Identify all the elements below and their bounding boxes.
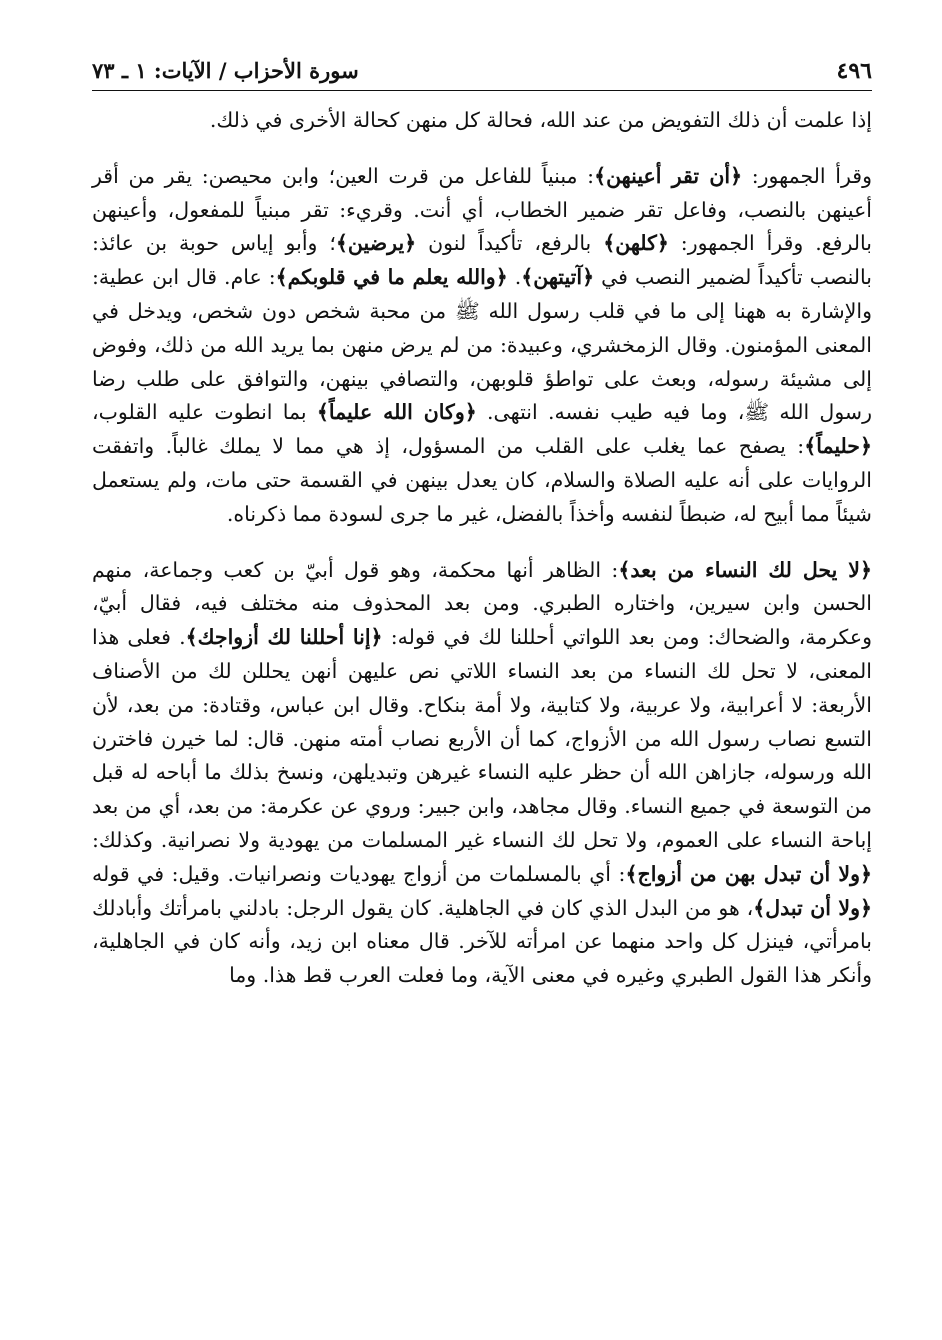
paragraph: [92, 104, 872, 138]
text-run: ؛ وأبو إياس حوبة بن عائذ: بالنصب تأكيداً لضمير النصب في: [92, 231, 872, 290]
text-run: : عام. قال ابن عطية: والإشارة به ههنا إلى ما في قلب رسول الله ﷺ من محبة شخص دون شخص، ويدخل في المعنى المؤمنون. وقال الزمخشري، وعبيدة: من لم يرض منهن بما يريد الله من ذلك، وفوض إلى مشيئة رسوله، وبعث على تواطؤ قلوبهن، والتصافي بينهن، والتوافق على طلب رضا رسول الله ﷺ، وما فيه طيب نفسه. انتهى.: [92, 265, 872, 425]
text-run: : الظاهر أنها محكمة، وهو قول أبيّ بن كعب وجماعة، منهم الحسن وابن سيرين، واختاره الطبري. ومن بعد المحذوف منه مختلف فيه، فقال أبيّ، وعكرمة، والضحاك: ومن بعد اللواتي أحللنا لك في قوله:: [92, 557, 872, 650]
quran-quote: ﴿كلهن﴾: [603, 231, 669, 256]
quran-quote: ﴿ولا أن تبدل بهن من أزواج﴾: [625, 861, 872, 886]
quran-quote: ﴿إنا أحللنا لك أزواجك﴾: [185, 625, 383, 650]
quran-quote: ﴿وكان الله عليماً﴾: [316, 400, 477, 425]
page-header: [92, 56, 872, 91]
quran-quote: ﴿آتيتهن﴾: [521, 265, 595, 290]
text-run: .: [507, 265, 522, 290]
text-run: . فعلى هذا المعنى، لا تحل لك النساء من بعد النساء اللاتي نص عليهن أنهن يحللن لك من الأصناف الأربعة: لا أعرابية، ولا عربية، ولا كتابية، ولا أمة بنكاح. وقال ابن عباس، وقتادة: من بعد، لأن التسع نصاب رسول الله من الأزواج، كما أن الأربع نصاب أمته منهن. قال: لما خيرن فاخترن الله ورسوله، جازاهن الله أن حظر عليه النساء غيرهن وتبديلهن، ونسخ بذلك ما أباحه له قبل من التوسعة في جميع النساء. وقال مجاهد، وابن جبير: وروي عن عكرمة: من بعد، أي من بعد إباحة النساء على العموم، ولا تحل لك النساء غير المسلمات من يهودية ولا نصرانية. وكذلك:: [92, 625, 872, 852]
page-number: ٤٩٦: [836, 58, 872, 84]
text-run: بالرفع، تأكيداً لنون: [416, 231, 604, 256]
running-title: سورة الأحزاب / الآيات: ١ ـ ٧٣: [92, 58, 359, 83]
text-run: وقرأ الجمهور:: [742, 163, 872, 188]
text-run: : أي بالمسلمات من أزواج يهوديات ونصرانيات. وقيل: في قوله: [92, 861, 626, 886]
quran-quote: ﴿لا يحل لك النساء من بعد﴾: [618, 557, 872, 582]
quran-quote: ﴿أن تقر أعينهن﴾: [594, 163, 743, 188]
text-run: : يصفح عما يغلب على القلب من المسؤول، إذ هي مما لا يملك غالباً. واتفقت الروايات على أنه عليه الصلاة والسلام، كان يعدل بينهن في القسمة حتى مات، ولم يستعمل شيئاً مما أبيح له، ضبطاً لنفسه وأخذاً بالفضل، غير ما جرى لسودة مما ذكرناه.: [92, 434, 872, 526]
quran-quote: ﴿يرضين﴾: [335, 231, 417, 256]
text-run: : مبنياً للفاعل من قرت العين؛ وابن محيصن: يقر من أقر أعينهن بالنصب، وفاعل تقر ضمير الخطاب، أي أنت. وقريء: تقر مبنياً للمفعول، وأعينهن بالرفع. وقرأ الجمهور:: [92, 163, 872, 256]
text-run: بما انطوت عليه القلوب،: [92, 400, 317, 425]
commentary-text: [92, 104, 872, 993]
paragraph: [92, 554, 872, 993]
text-run: ، هو من البدل الذي كان في الجاهلية. كان يقول الرجل: بادلني بامرأتك وأبادلك بامرأتي، فينزل كل واحد منهما عن امرأته للآخر. قال معناه ابن زيد، وأنه كان في الجاهلية، وأنكر هذا القول الطبري وغيره في معنى الآية، وما فعلت العرب قط هذا. وما: [92, 895, 872, 988]
quran-quote: ﴿حليماً﴾: [804, 434, 872, 459]
text-run: إذا علمت أن ذلك التفويض من عند الله، فحالة كل منهن كحالة الأخرى في ذلك.: [209, 108, 872, 132]
quran-quote: ﴿ولا أن تبدل﴾: [753, 895, 873, 920]
paragraph: [92, 160, 872, 532]
quran-quote: ﴿والله يعلم ما في قلوبكم﴾: [275, 265, 508, 290]
